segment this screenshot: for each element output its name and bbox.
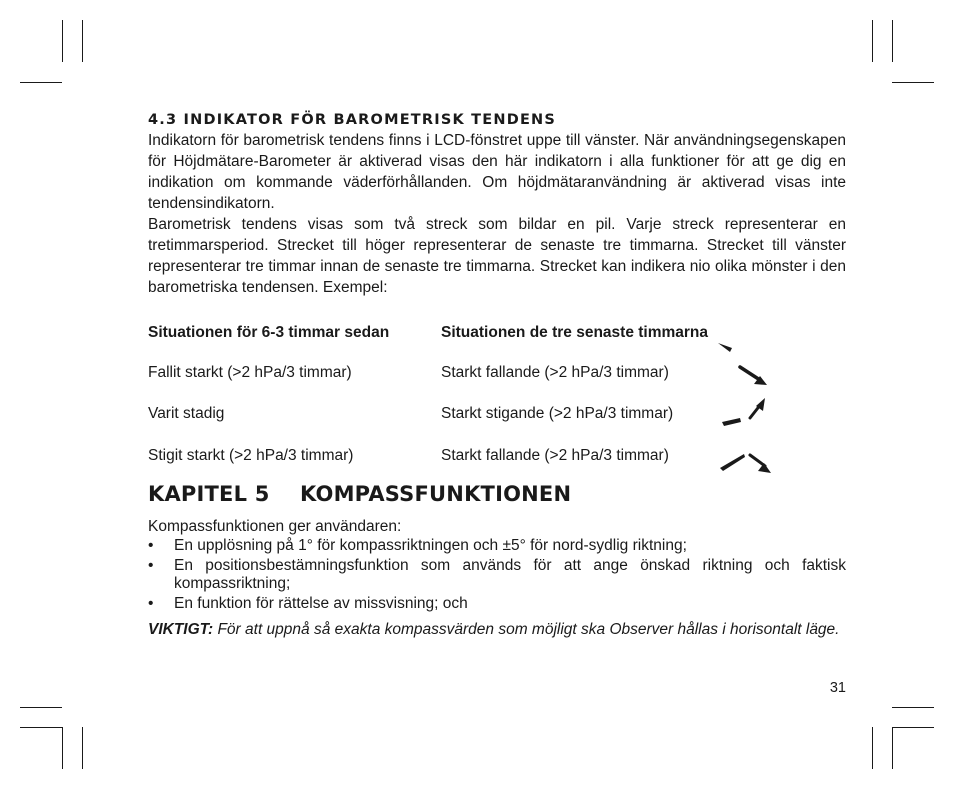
crop-mark — [892, 20, 893, 62]
bullet: • — [148, 537, 154, 554]
down-then-down-arrow-icon — [716, 340, 772, 396]
feature-list — [148, 537, 846, 613]
table-header-col2: Situationen de tre senaste timmarna — [441, 324, 709, 341]
crop-mark — [872, 727, 873, 769]
crop-mark — [20, 727, 62, 728]
crop-mark — [892, 707, 934, 708]
page-content — [148, 110, 846, 640]
table-row-1-right: Starkt fallande (>2 hPa/3 timmar) — [441, 364, 669, 381]
table-row-1-left: Fallit starkt (>2 hPa/3 timmar) — [148, 364, 352, 381]
paragraph-indicator: Indikatorn för barometrisk tendens finns i LCD-fönstret uppe till vänster. När användningsegenskapen för Höjdmätare-Barometer är aktiverad visas den här indikatorn i alla funktioner för att ge dig en indikation om kommande väderförhållanden. Om höjdmätaranvändning är aktiverad visas inte tendensindikatorn. — [148, 132, 846, 212]
list-item: • En funktion för rättelse av missvisning; och — [148, 595, 468, 612]
note-text: För att uppnå så exakta kompassvärden som möjligt ska Observer hållas i horisontalt läge. — [213, 621, 840, 638]
chapter-intro: Kompassfunktionen ger användaren: — [148, 518, 402, 535]
page-number: 31 — [829, 680, 846, 696]
crop-mark — [892, 727, 934, 728]
list-item: • En upplösning på 1° för kompassriktningen och ±5° för nord-sydlig riktning; — [148, 537, 687, 554]
paragraph-tendency: Barometrisk tendens visas som två streck som bildar en pil. Varje streck representerar en tretimmarsperiod. Strecket till höger representerar de senaste tre timmarna. Strecket till vänster representerar tre timmar innan de senaste tre timmarna. Strecket kan indikera nio olika mönster i den barometriska tendensen. Exempel: — [148, 216, 846, 296]
important-note — [148, 619, 846, 640]
crop-mark — [20, 707, 62, 708]
tendency-table — [148, 322, 846, 462]
crop-mark — [62, 727, 63, 769]
section-title: 4.3 INDIKATOR FÖR BAROMETRISK TENDENS — [148, 112, 557, 128]
list-item: • En positionsbestämningsfunktion som används för att ange önskad riktning och faktisk kompassriktning; — [148, 557, 846, 592]
table-row-3-right: Starkt fallande (>2 hPa/3 timmar) — [441, 447, 669, 464]
crop-mark — [892, 727, 893, 769]
crop-mark — [82, 727, 83, 769]
crop-mark — [20, 82, 62, 83]
chapter-number: KAPITEL 5 — [148, 482, 270, 506]
crop-mark — [82, 20, 83, 62]
table-row-2-right: Starkt stigande (>2 hPa/3 timmar) — [441, 405, 674, 422]
chapter-title: KOMPASSFUNKTIONEN — [300, 482, 572, 506]
note-label: VIKTIGT: — [148, 621, 214, 638]
bullet: • — [148, 595, 154, 612]
crop-mark — [872, 20, 873, 62]
crop-mark — [892, 82, 934, 83]
table-row-2-left: Varit stadig — [148, 405, 225, 422]
crop-mark — [62, 20, 63, 62]
up-then-down-arrow-icon — [718, 430, 778, 486]
table-row-3-left: Stigit starkt (>2 hPa/3 timmar) — [148, 447, 354, 464]
bullet: • — [148, 557, 154, 574]
table-header-col1: Situationen för 6-3 timmar sedan — [148, 324, 390, 341]
